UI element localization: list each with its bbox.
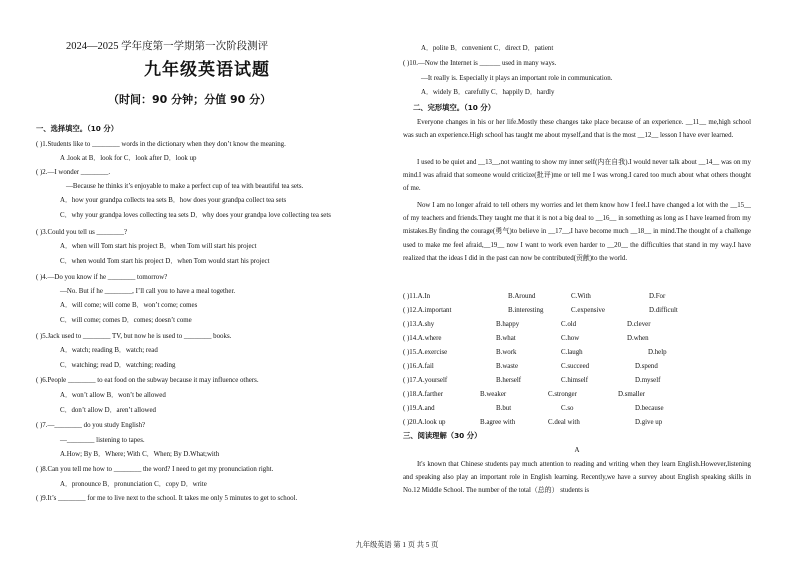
- option-line: A．will come; will come B．won’t come; comes: [60, 302, 198, 309]
- question-line: —________ listening to tapes.: [60, 437, 145, 444]
- option-a: ( )13.A.shy: [403, 321, 435, 328]
- option-c: C.old: [561, 321, 577, 328]
- question-line: ( )3.Could you tell us ________?: [36, 229, 128, 236]
- question-line: ( )4.—Do you know if he ________ tomorrow?: [36, 274, 168, 281]
- question-line: ( )9.It’s ________ for me to live next to the school. It takes me only 5 minutes to get to school.: [36, 495, 298, 502]
- option-line: A．widely B．carefully C．happily D．hardly: [421, 89, 555, 96]
- cloze-paragraph: Now I am no longer afraid to tell others my worries and let them know how I feel.I have changed a lot with the __15__ of my teachers and friends.They taught me that it is not a big deal to __16__ in something as long as I have learned from my mistakes.By finding the courage(勇气)to believe in __17__,I have become much __18__ in mind.The thought of a challenge used to make me feel afraid,__19__ now I want to work even harder to __20__ the difficulties that stand in my way.I have realized that the ideas I did in the past can now be contributed(贡献)to the world.: [403, 202, 751, 262]
- option-d: D.myself: [635, 377, 661, 384]
- option-b: B.Around: [508, 293, 536, 300]
- question-line: ( )10.—Now the Internet is ______ used in many ways.: [403, 60, 557, 67]
- question-line: ( )7.—________ do you study English?: [36, 422, 146, 429]
- option-c: C.laugh: [561, 349, 583, 356]
- option-d: D.help: [648, 349, 667, 356]
- option-b: B.but: [496, 405, 512, 412]
- option-a: ( )20.A.look up: [403, 419, 446, 426]
- option-d: D.when: [627, 335, 649, 342]
- option-b: B.what: [496, 335, 516, 342]
- question-line: ( )1.Students like to ________ words in the dictionary when they don’t know the meaning.: [36, 141, 286, 148]
- option-line: A．how your grandpa collects tea sets B．how does your grandpa collect tea sets: [60, 197, 287, 204]
- cloze-paragraph: Everyone changes in his or her life.Mostly these changes take place because of an experience. __11__ me,high school was such an experience.High school has taught me about myself,and that is the most __12__ lesson I have ever learned.: [403, 119, 751, 140]
- option-d: D.difficult: [649, 307, 678, 314]
- reading-paragraph: It's known that Chinese students pay much attention to reading and writing when they learn English.However,listening and speaking also play an important role in English learning. Recently,we have a survey about English speaking skills in No.12 Middle School. The number of the total（总的） students is: [403, 461, 751, 495]
- option-a: ( )12.A.important: [403, 307, 452, 314]
- option-line: C．will come; comes D．comes; doesn’t come: [60, 317, 192, 324]
- question-line: ( )6.People ________ to eat food on the subway because it may influence others.: [36, 377, 259, 384]
- option-line: C．watching; read D．watching; reading: [60, 362, 176, 369]
- option-d: D.clever: [627, 321, 651, 328]
- option-a: ( )16.A.fail: [403, 363, 434, 370]
- option-d: D.For: [649, 293, 666, 300]
- option-b: B.herself: [496, 377, 522, 384]
- option-c: C.how: [561, 335, 580, 342]
- option-line: C．why your grandpa loves collecting tea sets D．why does your grandpa love collecting tea sets: [60, 212, 331, 219]
- option-b: B.agree with: [480, 419, 516, 426]
- cloze-paragraph: I used to be quiet and __13__,not wanting to show my inner self(内在自我).I would never talk about __14__ was on my mind.I was afraid that someone would criticize(批评)me or tell me I was wrong.I cared too much about what others thought of me.: [403, 159, 751, 193]
- option-c: C.so: [561, 405, 574, 412]
- option-a: ( )14.A.where: [403, 335, 442, 342]
- option-line: A．won’t allow B．won’t be allowed: [60, 392, 166, 399]
- option-d: D.smaller: [618, 391, 645, 398]
- option-c: C.With: [571, 293, 591, 300]
- option-c: C.himself: [561, 377, 588, 384]
- page-footer: 九年级英语 第 1 页 共 5 页: [355, 541, 439, 549]
- page-title: 九年级英语试题: [144, 60, 270, 80]
- option-line: C．when would Tom start his project D．when Tom would start his project: [60, 258, 270, 265]
- option-line: A．when will Tom start his project B．when Tom will start his project: [60, 243, 257, 250]
- question-line: —It really is. Especially it plays an important role in communication.: [421, 75, 613, 82]
- option-c: C.succeed: [561, 363, 590, 370]
- question-line: —Because he thinks it’s enjoyable to make a perfect cup of tea with beautiful tea sets.: [66, 183, 304, 190]
- option-c: C.expensive: [571, 307, 605, 314]
- time-score: （时间：90 分钟；分值 90 分）: [108, 93, 272, 106]
- question-line: ( )8.Can you tell me how to ________ the word? I need to get my pronunciation right.: [36, 466, 274, 473]
- option-b: B.weaker: [480, 391, 507, 398]
- option-b: B.work: [496, 349, 517, 356]
- option-a: ( )17.A.yourself: [403, 377, 448, 384]
- option-line: A．pronounce B．pronunciation C．copy D．write: [60, 481, 207, 488]
- option-b: B.waste: [496, 363, 519, 370]
- option-line: A．watch; reading B．watch; read: [60, 347, 158, 354]
- option-d: D.because: [635, 405, 664, 412]
- option-a: ( )11.A.In: [403, 293, 431, 300]
- option-b: B.interesting: [508, 307, 544, 314]
- option-d: D.give up: [635, 419, 663, 426]
- section-choice-heading: 一、选择填空。（10 分）: [36, 124, 119, 133]
- option-line: A .look at B．look for C．look after D．look up: [60, 155, 197, 162]
- year-line: 2024—2025 学年度第一学期第一次阶段测评: [66, 41, 269, 52]
- section-reading-heading: 三、阅读理解（30 分）: [403, 431, 482, 440]
- option-line: C．don’t allow D．aren’t allowed: [60, 407, 157, 414]
- option-a: ( )19.A.and: [403, 405, 435, 412]
- option-a: ( )15.A.exercise: [403, 349, 448, 356]
- question-line: ( )5.Jack used to ________ TV, but now he is used to ________ books.: [36, 333, 232, 340]
- option-line: A.How; By B．Where; With C．When; By D.What;with: [60, 451, 220, 458]
- option-b: B.happy: [496, 321, 520, 328]
- passage-label: A: [574, 447, 580, 454]
- option-c: C.stronger: [548, 391, 577, 398]
- question-line: ( )2.—I wonder ________.: [36, 169, 111, 176]
- section-cloze-heading: 二、完形填空。（10 分）: [413, 103, 496, 112]
- option-d: D.spend: [635, 363, 658, 370]
- option-c: C.deal with: [548, 419, 580, 426]
- option-line: A．polite B．convenient C．direct D．patient: [421, 45, 554, 52]
- question-line: —No. But if he ________, I’ll call you to have a meal together.: [60, 288, 236, 295]
- option-a: ( )18.A.farther: [403, 391, 443, 398]
